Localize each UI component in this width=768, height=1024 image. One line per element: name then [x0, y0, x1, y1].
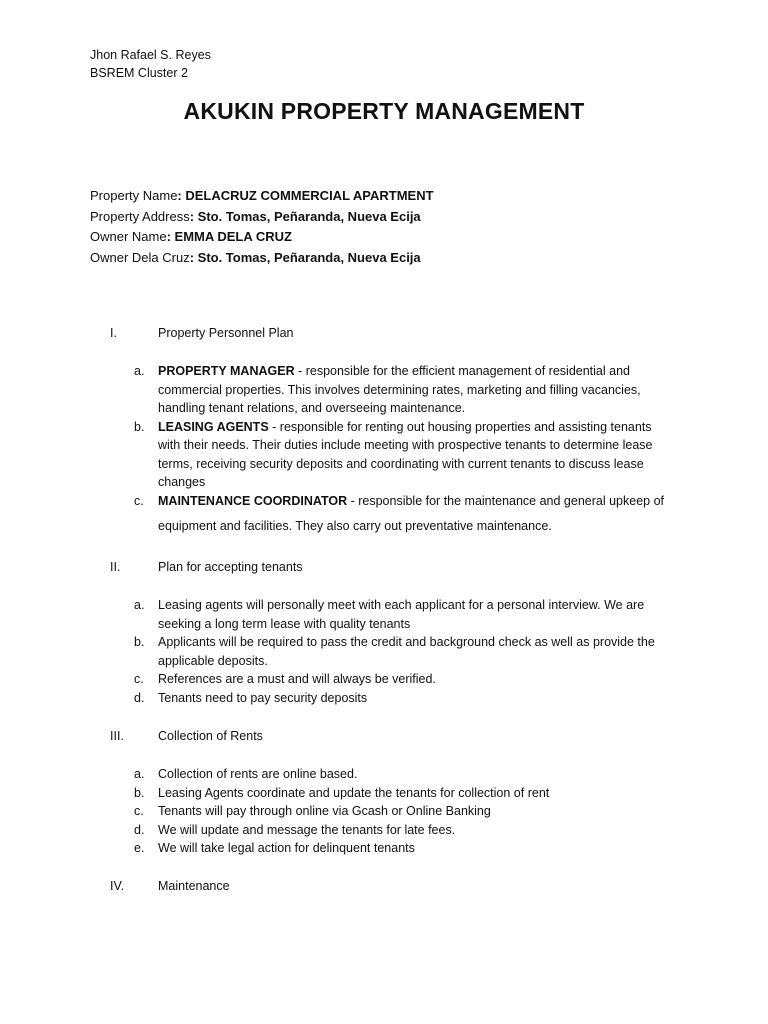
item-letter: d. — [134, 822, 145, 837]
role-name: MAINTENANCE COORDINATOR — [158, 493, 348, 508]
list-item — [134, 633, 674, 670]
item-letter: b. — [134, 419, 145, 434]
info-label: Owner Name — [90, 229, 167, 244]
section-list — [134, 362, 674, 539]
owner-name-row — [90, 227, 434, 248]
item-text: Leasing Agents coordinate and update the tenants for collection of rent — [158, 785, 550, 800]
item-text: - responsible for the efficient management of residential and commercial properties. This involves determining rates, marketing and filling vacancies, handling tenant relations, and overseeing maintenance. — [158, 364, 641, 415]
item-letter: b. — [134, 635, 145, 649]
section-number: II. — [110, 560, 121, 574]
info-value: : EMMA DELA CRUZ — [166, 229, 292, 244]
owner-address-row — [90, 248, 434, 269]
section-title: Plan for accepting tenants — [158, 560, 303, 574]
item-letter: d. — [134, 690, 145, 705]
item-text: Tenants need to pay security deposits — [158, 690, 368, 705]
list-item — [134, 839, 674, 858]
item-letter: c. — [134, 672, 144, 686]
author-section: BSREM Cluster 2 — [90, 66, 188, 80]
info-value: : DELACRUZ COMMERCIAL APARTMENT — [177, 188, 434, 203]
item-text: We will update and message the tenants for late fees. — [158, 822, 456, 837]
property-info — [90, 186, 434, 268]
list-item — [134, 821, 674, 840]
item-text: We will take legal action for delinquent tenants — [158, 841, 415, 855]
section-title: Collection of Rents — [158, 729, 263, 743]
list-item — [134, 784, 674, 803]
item-text: - responsible for renting out housing properties and assisting tenants with their needs. Their duties include meeting with prospective tenants to determine lease terms, receiving security deposits and coordinating with current tenants to discuss lease changes — [158, 419, 653, 489]
item-letter: c. — [134, 804, 144, 818]
item-text: References are a must and will always be verified. — [158, 672, 436, 686]
info-label: Property Name — [90, 188, 178, 203]
item-letter: a. — [134, 598, 145, 612]
item-text: Collection of rents are online based. — [158, 767, 358, 781]
section-number: I. — [110, 326, 117, 340]
section-title: Maintenance — [158, 879, 230, 893]
item-text: Tenants will pay through online via Gcash or Online Banking — [158, 804, 491, 818]
item-text: - responsible for the maintenance and general upkeep of equipment and facilities. They also carry out preventative maintenance. — [158, 493, 665, 533]
role-name: PROPERTY MANAGER — [158, 364, 295, 378]
section-number: III. — [110, 729, 124, 743]
section-list — [134, 596, 674, 707]
author-name: Jhon Rafael S. Reyes — [90, 48, 211, 62]
list-item — [134, 418, 674, 492]
item-text: Applicants will be required to pass the credit and background check as well as provide the applicable deposits. — [158, 635, 655, 668]
property-name-row — [90, 186, 434, 207]
item-letter: a. — [134, 364, 145, 378]
info-value: : Sto. Tomas, Peñaranda, Nueva Ecija — [189, 249, 421, 265]
section-heading — [110, 727, 710, 745]
list-item — [134, 489, 674, 539]
section-heading — [110, 877, 710, 895]
item-letter: c. — [134, 493, 144, 508]
list-item — [134, 689, 674, 708]
author-block — [90, 46, 211, 82]
item-letter: b. — [134, 785, 145, 800]
list-item — [134, 670, 674, 689]
info-value: : Sto. Tomas, Peñaranda, Nueva Ecija — [189, 208, 421, 224]
section-heading — [110, 558, 710, 576]
document-title: AKUKIN PROPERTY MANAGEMENT — [183, 98, 585, 124]
section-title: Property Personnel Plan — [158, 326, 294, 340]
list-item — [134, 802, 674, 821]
role-name: LEASING AGENTS — [158, 419, 269, 434]
item-letter: e. — [134, 841, 145, 855]
list-item — [134, 765, 674, 784]
item-text: Leasing agents will personally meet with each applicant for a personal interview. We are seeking a long term lease with quality tenants — [158, 598, 645, 631]
section-heading — [110, 324, 710, 342]
section-list — [134, 765, 674, 858]
list-item — [134, 362, 674, 418]
property-address-row — [90, 207, 434, 228]
list-item — [134, 596, 674, 633]
section-number: IV. — [110, 879, 125, 893]
info-label: Property Address — [90, 208, 190, 224]
item-letter: a. — [134, 767, 145, 781]
info-label: Owner Dela Cruz — [90, 249, 190, 265]
